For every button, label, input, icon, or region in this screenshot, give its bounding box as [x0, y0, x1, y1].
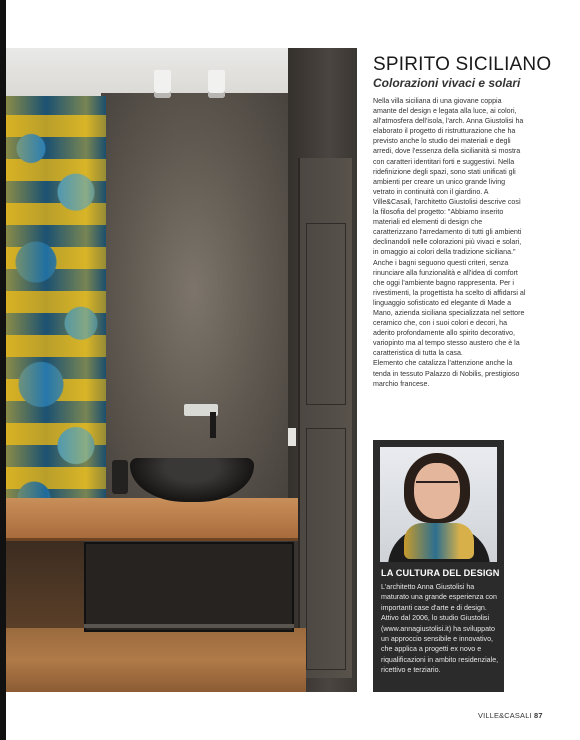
wooden-countertop [6, 498, 298, 538]
door-inset-lower [306, 428, 346, 670]
portrait-glasses [416, 481, 458, 493]
page-folio [478, 711, 543, 720]
floor-shadow [6, 538, 84, 628]
magazine-name: VILLE&CASALI [478, 711, 532, 720]
ceiling-spotlight [154, 70, 171, 98]
portrait-scarf [404, 523, 474, 559]
tapestry-gold-overlay [6, 96, 106, 533]
article-paragraph: Nella villa siciliana di una giovane coppia amante del design e legata alla luce, ai colori, all'atmosfera dell'isola, l'arch. Anna Giustolisi ha elaborato il progetto di ristrutturazione che ha previsto anche lo studio dei materiali e degli arredi, dove l'essenza della sicilianità si mostra con caratteri identitari forti e suggestivi. Nella ridefinizione degli spazi, sono stati unificati gli ambienti per creare un unico grande living vetrato in continuità con il giardino. A Ville&Casali, l'architetto Giustolisi descrive così la filosofia del progetto: "Abbiamo inserito materiali ed elementi di design che caratterizzano l'arredamento di tutti gli ambienti declinandoli nelle colorazioni più vivaci e solari, in omaggio ai colori della tradizione siciliana." Anche i bagni seguono questi criteri, senza rinunciare alla funzionalità e all'idea di comfort che oggi l'ambiente bagno rappresenta. Per i rivestimenti, la progettista ha scelto di affidarsi al linguaggio sofisticato ed elegante di Made a Mano, azienda siciliana specializzata nel settore ceramico che, con i suoi colori e decori, ha aderito profondamente allo spirito decorativo, variopinto ma al tempo stesso austero che è la caratteristica di tutta la casa. [373, 97, 526, 358]
page-number: 87 [534, 711, 543, 720]
article-paragraph: Elemento che catalizza l'attenzione anche la tenda in tessuto Palazzo di Nobilis, prestigioso marchio francese. [373, 359, 520, 388]
article-subtitle: Colorazioni vivaci e solari [373, 76, 521, 90]
vanity-cabinet [84, 542, 294, 632]
article-title: SPIRITO SICILIANO [373, 54, 552, 75]
soap-bottle [112, 460, 128, 494]
sidebar-text: L'architetto Anna Giustolisi ha maturato una grande esperienza con importanti case d'arte e di design. Attivo dal 2006, lo studio Giustolisi (www.annagiustolisi.it) ha sviluppato un approccio sensibile e innovativo, che applica a progetti ex novo e riqualificazioni in ambito residenziale, ricettivo e terziario. [381, 583, 499, 675]
light-switch [288, 428, 296, 446]
article-body [373, 96, 527, 389]
door-inset-upper [306, 223, 346, 405]
bathroom-photo [6, 48, 357, 692]
faucet-spout [210, 412, 216, 438]
ceiling-spotlight [208, 70, 225, 98]
wooden-floor [6, 628, 306, 692]
architect-portrait [380, 447, 497, 562]
vanity-cabinet-edge [84, 624, 294, 628]
sidebar-title: LA CULTURA DEL DESIGN [381, 568, 500, 578]
